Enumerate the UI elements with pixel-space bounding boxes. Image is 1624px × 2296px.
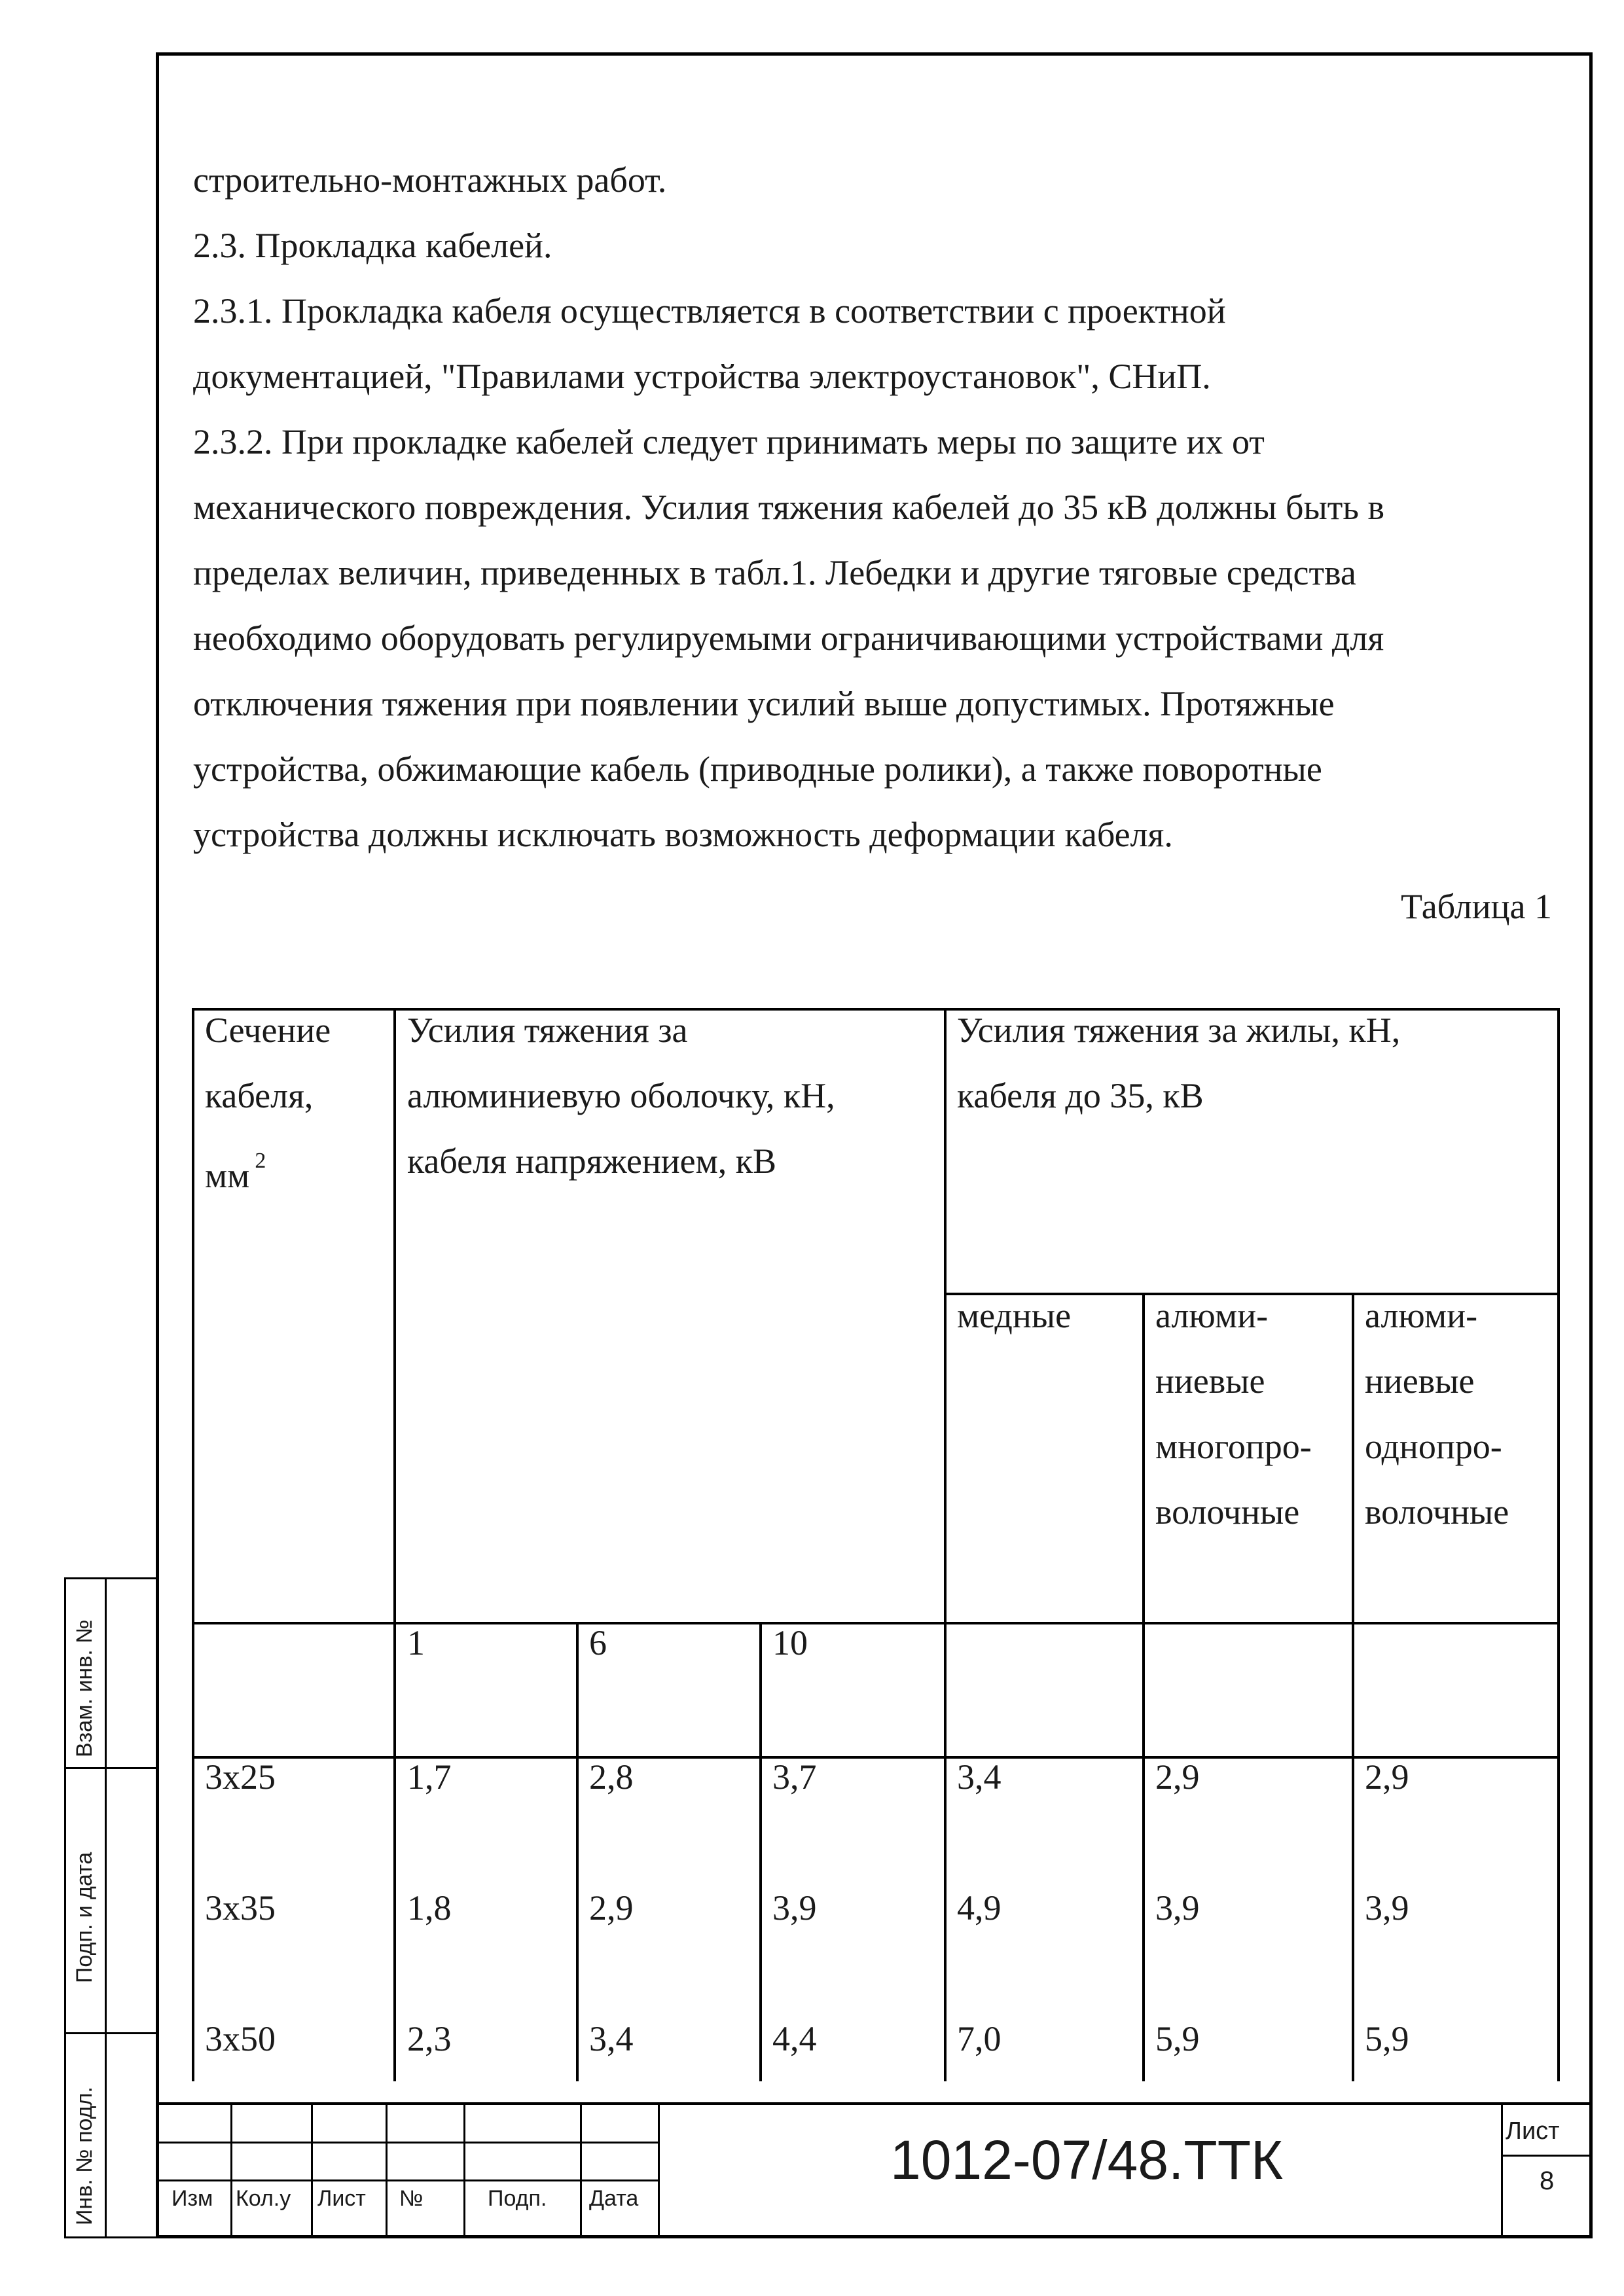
stamp-label-podp: Подп. [488,2186,547,2211]
table-border-left [192,1008,194,2081]
table-rule [1142,1293,1145,2081]
title-block-col [230,2102,232,2238]
table-cell: 3,4 [589,2019,634,2058]
stamp-label-izm: Изм [171,2186,213,2211]
header-copper: медные [957,1296,1072,1335]
text-line: устройства, обжимающие кабель (приводные ролики), а также поворотные [193,749,1322,789]
text-line: документацией, "Правилами устройства электроустановок", СНиП. [193,357,1211,396]
side-label-inv: Инв. № подл. [72,2087,97,2225]
sheet-number: 8 [1540,2166,1555,2195]
header-al-multi: ниевые [1155,1361,1265,1401]
header-cross-section: кабеля, [205,1076,314,1115]
table-cell: 1,8 [407,1888,452,1928]
header-sheath-tension: алюминиевую оболочку, кН, [407,1076,835,1115]
stamp-label-number: № [399,2186,424,2211]
text-line: строительно-монтажных работ. [193,160,667,200]
side-stamp-divider [105,1577,107,2238]
header-cross-section-unit [205,1128,266,1208]
table-rule [1352,1293,1354,2081]
table-rule [192,1756,1560,1759]
table-cell: 3,9 [1155,1888,1200,1928]
table-cell: 3х35 [205,1888,276,1928]
side-stamp-rule [64,2236,157,2238]
table-cell: 2,3 [407,2019,452,2058]
table-cell: 5,9 [1155,2019,1200,2058]
table-rule [759,1622,762,2081]
side-label-vzam: Взам. инв. № [72,1619,97,1757]
title-block-col [658,2102,660,2238]
table-cell: 4,9 [957,1888,1001,1928]
header-al-multi: волочные [1155,1492,1300,1532]
table-rule [944,1008,947,2081]
header-core-tension: кабеля до 35, кВ [957,1076,1204,1115]
header-al-multi: многопро- [1155,1427,1312,1466]
table-rule [393,1008,396,2081]
text-line: 2.3.1. Прокладка кабеля осуществляется в соответствии с проектной [193,291,1226,331]
header-al-single: ниевые [1365,1361,1475,1401]
stamp-label-kolu: Кол.у [236,2186,291,2211]
title-block-top [156,2102,1593,2105]
table-cell: 3,4 [957,1757,1001,1797]
text-line: отключения тяжения при появлении усилий выше допустимых. Протяжные [193,684,1335,723]
unit-superscript: 2 [255,1149,266,1173]
table-cell: 3,7 [772,1757,817,1797]
header-core-tension: Усилия тяжения за жилы, кН, [957,1011,1401,1050]
title-block-col [463,2102,465,2238]
table-cell: 3,9 [772,1888,817,1928]
table-cell: 7,0 [957,2019,1001,2058]
table-cell: 2,9 [1365,1757,1409,1797]
title-block-col [386,2102,388,2238]
header-al-single: волочные [1365,1492,1509,1532]
title-block-rule [1502,2155,1593,2157]
table-cell: 2,9 [589,1888,634,1928]
table-cell: 4,4 [772,2019,817,2058]
text-line: 2.3.2. При прокладке кабелей следует принимать меры по защите их от [193,422,1265,461]
sheet-label: Лист [1506,2117,1560,2145]
document-code: 1012-07/48.ТТК [890,2129,1283,2191]
header-voltage: 1 [407,1623,425,1662]
side-stamp-border [64,1577,66,2238]
header-al-single: однопро- [1365,1427,1502,1466]
table-cell: 2,9 [1155,1757,1200,1797]
table-cell: 5,9 [1365,2019,1409,2058]
table-cell: 3х50 [205,2019,276,2058]
table-caption: Таблица 1 [1401,887,1552,926]
header-al-multi: алюми- [1155,1296,1269,1335]
unit-text: мм [205,1156,250,1195]
table-cell: 3х25 [205,1757,276,1797]
side-stamp-rule [64,1577,157,1579]
stamp-label-data: Дата [589,2186,639,2211]
header-cross-section: Сечение [205,1011,331,1050]
side-stamp-rule [64,2032,157,2034]
text-line: механического повреждения. Усилия тяжения кабелей до 35 кВ должны быть в [193,488,1385,527]
section-heading: 2.3. Прокладка кабелей. [193,226,552,265]
header-al-single: алюми- [1365,1296,1478,1335]
table-border-right [1557,1008,1560,2081]
table-cell: 2,8 [589,1757,634,1797]
table-cell: 1,7 [407,1757,452,1797]
header-voltage: 10 [772,1623,808,1662]
header-sheath-tension: Усилия тяжения за [407,1011,688,1050]
title-block-col [580,2102,582,2238]
table-cell: 3,9 [1365,1888,1409,1928]
header-sheath-tension: кабеля напряжением, кВ [407,1141,777,1181]
title-block-col [311,2102,313,2238]
side-stamp-rule [64,1767,157,1769]
table-rule [576,1622,579,2081]
title-block-col [1501,2102,1503,2238]
side-label-podp: Подп. и дата [72,1852,97,1983]
text-line: необходимо оборудовать регулируемыми ограничивающими устройствами для [193,619,1384,658]
table-rule [192,1622,1560,1624]
stamp-label-list: Лист [317,2186,366,2211]
text-line: пределах величин, приведенных в табл.1. Лебедки и другие тяговые средства [193,553,1356,592]
text-line: устройства должны исключать возможность деформации кабеля. [193,815,1173,854]
header-voltage: 6 [589,1623,607,1662]
